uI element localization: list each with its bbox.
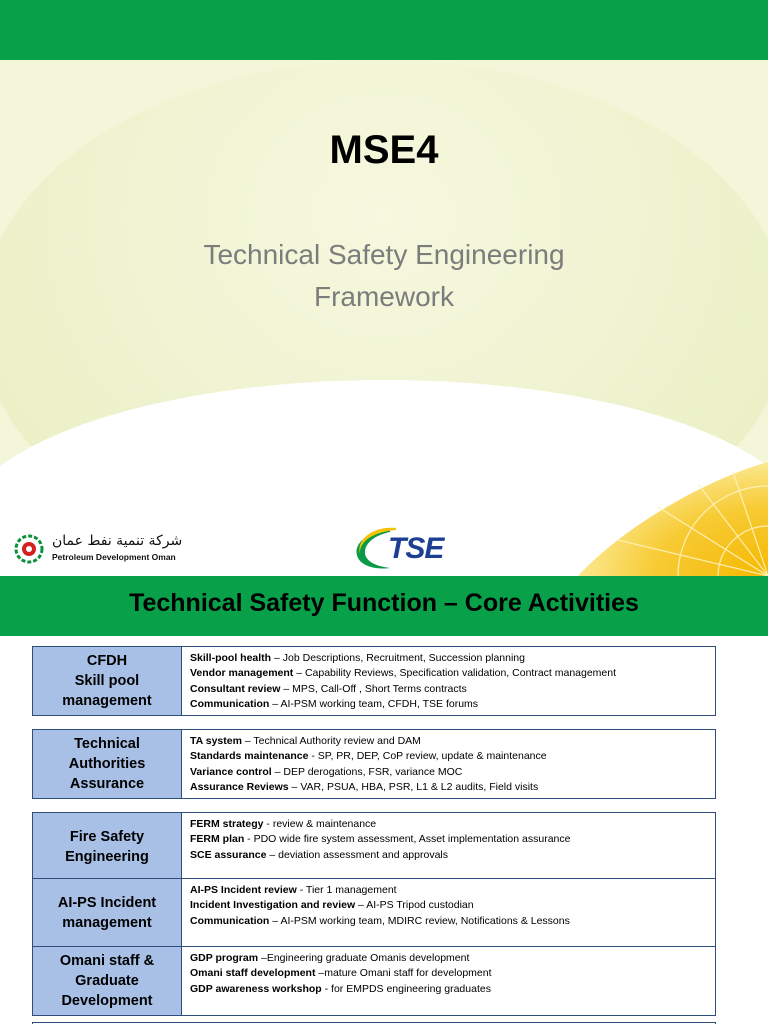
detail-text: – MPS, Call-Off , Short Terms contracts xyxy=(280,682,467,695)
detail-term: SCE assurance xyxy=(190,848,267,861)
detail-term: Consultant review xyxy=(190,682,281,695)
detail-line xyxy=(190,666,707,681)
detail-line xyxy=(190,848,707,863)
activity-details xyxy=(182,646,716,716)
detail-line xyxy=(190,966,707,981)
detail-term: Communication xyxy=(190,914,270,927)
detail-term: Variance control xyxy=(190,765,272,778)
detail-term: Incident Investigation and review xyxy=(190,899,356,912)
detail-line xyxy=(190,898,707,913)
activity-label xyxy=(32,646,182,716)
activity-row-omani-staff xyxy=(32,946,716,1016)
label-line: Engineering xyxy=(65,849,149,865)
detail-text: - for EMPDS engineering graduates xyxy=(321,982,491,995)
slide-title: MSE4 xyxy=(329,128,439,172)
detail-text: – Capability Reviews, Specification validation, Contract management xyxy=(293,667,617,680)
activity-row-technical-authorities xyxy=(32,729,716,799)
detail-text: – AI-PS Tripod custodian xyxy=(355,899,474,912)
detail-line xyxy=(190,697,707,712)
activity-row-aips-incident xyxy=(32,878,716,948)
tse-logo-text: TSE xyxy=(388,532,444,565)
activity-label xyxy=(32,878,182,948)
detail-line xyxy=(190,883,707,898)
detail-line xyxy=(190,982,707,997)
detail-text: - review & maintenance xyxy=(263,818,377,830)
detail-term: Assurance Reviews xyxy=(190,780,289,793)
detail-text: –mature Omani staff for development xyxy=(315,967,492,980)
top-green-bar xyxy=(0,0,768,60)
detail-text: - Tier 1 management xyxy=(296,884,397,896)
slide-header-bar xyxy=(0,576,768,636)
activity-details xyxy=(182,729,716,799)
detail-line xyxy=(190,734,707,749)
sunburst-decoration xyxy=(578,462,768,576)
detail-line xyxy=(190,951,707,966)
label-line: Fire Safety xyxy=(69,829,145,845)
detail-text: – AI-PSM working team, MDIRC review, Notifications & Lessons xyxy=(269,914,570,927)
label-line: management xyxy=(62,693,152,709)
tse-logo xyxy=(350,524,450,574)
detail-line xyxy=(190,914,707,929)
label-line: Skill pool xyxy=(74,673,140,689)
detail-text: - PDO wide fire system assessment, Asset implementation assurance xyxy=(244,833,571,846)
detail-line xyxy=(190,832,707,847)
detail-term: GDP program xyxy=(190,952,259,964)
label-line: AI-PS Incident xyxy=(57,895,157,911)
label-line: Graduate xyxy=(75,973,139,989)
detail-line xyxy=(190,651,707,666)
pdo-logo xyxy=(14,533,183,564)
detail-line xyxy=(190,765,707,780)
slide-subtitle xyxy=(0,234,768,318)
label-line: Development xyxy=(61,993,153,1009)
detail-term: TA system xyxy=(190,735,242,747)
detail-term: Communication xyxy=(190,697,270,710)
detail-term: Vendor management xyxy=(190,667,294,680)
detail-text: – deviation assessment and approvals xyxy=(266,848,448,861)
subtitle-line-1: Technical Safety Engineering xyxy=(203,239,565,270)
activity-row-cfdh xyxy=(32,646,716,716)
activity-label xyxy=(32,812,182,882)
detail-term: GDP awareness workshop xyxy=(190,982,322,995)
activity-row-fire-safety xyxy=(32,812,716,882)
label-line: Technical xyxy=(74,736,140,752)
detail-term: FERM strategy xyxy=(190,818,264,830)
detail-text: –Engineering graduate Omanis development xyxy=(258,952,470,964)
detail-line xyxy=(190,749,707,764)
label-line: management xyxy=(62,915,152,931)
detail-text: – Technical Authority review and DAM xyxy=(241,735,421,747)
detail-term: FERM plan xyxy=(190,833,245,846)
core-activities-slide xyxy=(0,576,768,1024)
detail-text: – VAR, PSUA, HBA, PSR, L1 & L2 audits, Field visits xyxy=(288,780,539,793)
detail-text: – Job Descriptions, Recruitment, Succession planning xyxy=(271,652,525,664)
label-line: CFDH xyxy=(86,653,128,669)
detail-term: Standards maintenance xyxy=(190,750,309,763)
core-activities-title: Technical Safety Function – Core Activities xyxy=(129,589,639,617)
detail-line xyxy=(190,780,707,795)
detail-term: AI-PS Incident review xyxy=(190,884,297,896)
pdo-arabic-name: شركة تنمية نفط عمان xyxy=(52,533,183,549)
subtitle-line-2: Framework xyxy=(313,281,454,312)
pdo-emblem-icon xyxy=(14,534,44,564)
label-line: Assurance xyxy=(69,776,145,792)
detail-term: Omani staff development xyxy=(190,967,316,980)
activity-details xyxy=(182,878,716,948)
activity-details xyxy=(182,812,716,882)
detail-text: - SP, PR, DEP, CoP review, update & maintenance xyxy=(308,750,547,763)
activity-label xyxy=(32,729,182,799)
detail-line xyxy=(190,682,707,697)
label-line: Omani staff & xyxy=(59,953,155,969)
activity-details xyxy=(182,946,716,1016)
label-line: Authorities xyxy=(68,756,146,772)
detail-term: Skill-pool health xyxy=(190,652,272,664)
detail-text: – AI-PSM working team, CFDH, TSE forums xyxy=(269,697,479,710)
activity-label xyxy=(32,946,182,1016)
pdo-english-name: Petroleum Development Oman xyxy=(52,552,176,562)
detail-line xyxy=(190,817,707,832)
detail-text: – DEP derogations, FSR, variance MOC xyxy=(271,765,463,778)
